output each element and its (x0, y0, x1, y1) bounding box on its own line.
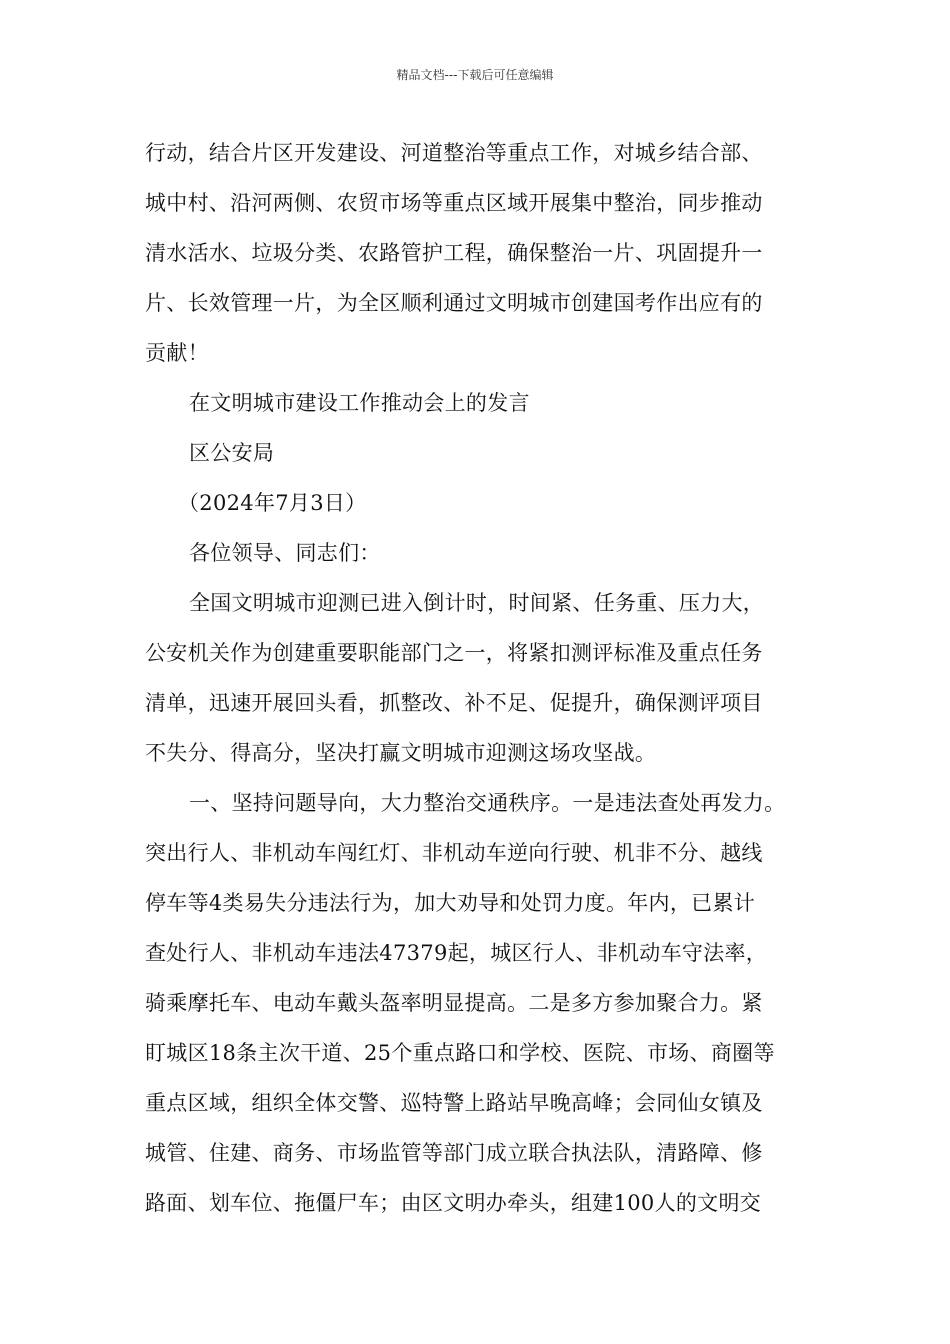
paragraph-line: 城中村、沿河两侧、农贸市场等重点区域开展集中整治，同步推动 (145, 191, 763, 215)
paragraph-line: 行动，结合片区开发建设、河道整治等重点工作，对城乡结合部、 (145, 141, 763, 165)
paragraph-line: 路面、划车位、拖僵尸车；由区文明办牵头，组建100人的文明交 (145, 1191, 762, 1215)
speech-title: 在文明城市建设工作推动会上的发言 (189, 391, 530, 415)
paragraph-line: 骑乘摩托车、电动车戴头盔率明显提高。二是多方参加聚合力。紧 (145, 991, 763, 1015)
paragraph-line: 一、坚持问题导向，大力整治交通秩序。一是违法查处再发力。 (189, 791, 786, 815)
paragraph-line: 清单，迅速开展回头看，抓整改、补不足、促提升，确保测评项目 (145, 691, 763, 715)
paragraph-line: 全国文明城市迎测已进入倒计时，时间紧、任务重、压力大， (189, 591, 765, 615)
paragraph-line: 不失分、得高分，坚决打赢文明城市迎测这场攻坚战。 (145, 741, 657, 765)
paragraph-line: 清水活水、垃圾分类、农路管护工程，确保整治一片、巩固提升一 (145, 241, 763, 265)
speaker-org: 区公安局 (189, 441, 275, 465)
paragraph-line: 公安机关作为创建重要职能部门之一，将紧扣测评标准及重点任务 (145, 641, 763, 665)
paragraph-line: 重点区域，组织全体交警、巡特警上路站早晚高峰；会同仙女镇及 (145, 1091, 763, 1115)
page-header: 精品文档---下载后可任意编辑 (396, 68, 554, 82)
paragraph-line: 片、长效管理一片，为全区顺利通过文明城市创建国考作出应有的 (145, 291, 763, 315)
paragraph-line: 贡献！ (145, 341, 209, 365)
document-body (145, 128, 845, 1228)
paragraph-line: 停车等4类易失分违法行为，加大劝导和处罚力度。年内，已累计 (145, 891, 756, 915)
paragraph-line: 查处行人、非机动车违法47379起，城区行人、非机动车守法率， (145, 941, 768, 965)
paragraph-line: 突出行人、非机动车闯红灯、非机动车逆向行驶、机非不分、越线 (145, 841, 763, 865)
paragraph-line: 盯城区18条主次干道、25个重点路口和学校、医院、市场、商圈等 (145, 1041, 775, 1065)
paragraph-line: 城管、住建、商务、市场监管等部门成立联合执法队，清路障、修 (145, 1141, 763, 1165)
salutation: 各位领导、同志们： (189, 541, 381, 565)
speech-date: （2024年7月3日） (178, 491, 367, 515)
